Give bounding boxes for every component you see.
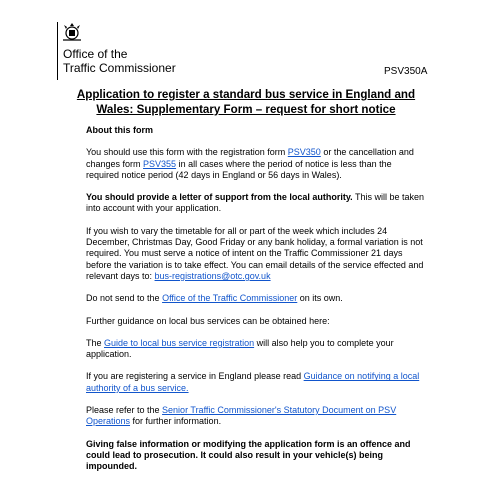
warning-paragraph: Giving false information or modifying the application form is an offence and could lead to prosecution. It could also result in your vehicle(s) being impounded. [86,438,411,472]
page-title [60,87,432,117]
statutory-document-link[interactable]: Senior Traffic Commissioner's Statutory Document on PSV Operations [86,405,397,427]
paragraph-england [86,371,426,394]
header-divider [57,22,58,80]
para1-text-3: in all cases where the period of notice is less than the required notice period (42 days in England or 56 days in Wales). [86,158,392,180]
psv355-link[interactable]: PSV355 [143,158,177,169]
timetable-text: If you wish to vary the timetable for all or part of the week which includes 24 December, Christmas Day, Good Friday or any bank holiday, a formal variation is not required. You must serve a notice of intent on the Traffic Commissioner 21 days before the variation is to take effect. You can email details of the service effected and relevant days to: [86,225,424,281]
form-body [86,125,426,484]
la-guidance-link[interactable]: Guidance on notifying a local authority of a bus service. [86,371,420,393]
psv350-link[interactable]: PSV350 [287,147,321,158]
org-line-1: Office of the [63,47,128,61]
guide-text-2: will also help you to complete your application. [86,337,394,360]
statutory-text-1: Please refer to the [86,405,163,416]
paragraph-further-guidance: Further guidance on local bus services can be obtained here: [86,315,330,326]
paragraph-letter-of-support [86,192,426,215]
do-not-send-text-1: Do not send to the [86,293,163,304]
letter-support-rest: This will be taken into account with your application. [86,192,425,214]
title-line-1: Application to register a standard bus service in England and [76,88,416,101]
paragraph-guide [86,338,426,361]
royal-crest-logo [61,22,83,42]
org-line-2: Traffic Commissioner [63,61,176,75]
title-line-2: Wales: Supplementary Form – request for short notice [96,103,396,116]
letter-support-bold: You should provide a letter of support from the local authority. [86,192,353,203]
otc-link[interactable]: Office of the Traffic Commissioner [162,293,298,304]
paragraph-timetable [86,226,426,282]
email-link[interactable]: bus-registrations@otc.gov.uk [154,270,271,281]
paragraph-do-not-send [86,293,426,304]
para1-text-2: or the cancellation and changes form [86,147,414,169]
section-heading: About this form [86,125,153,135]
form-code: PSV350A [384,66,428,77]
guide-link[interactable]: Guide to local bus service registration [104,337,255,348]
paragraph-statutory [86,405,426,428]
guide-text-1: The [86,337,105,348]
england-text: If you are registering a service in England please read [86,371,304,382]
paragraph-forms [86,147,426,181]
statutory-text-2: for further information. [130,416,222,427]
organisation-name [63,47,176,75]
do-not-send-text-2: on its own. [297,293,343,304]
para1-text-1: You should use this form with the registration form [86,147,288,158]
